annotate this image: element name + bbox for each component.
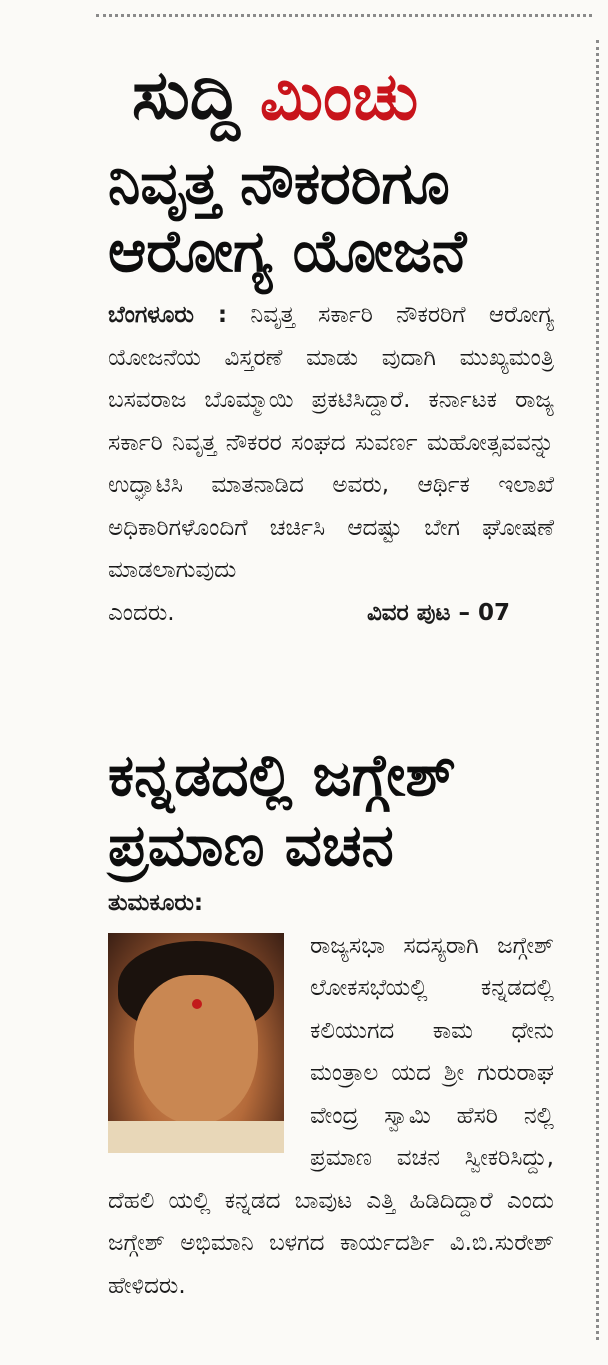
story2-dateline: ತುಮಕೂರು:: [108, 890, 204, 916]
story1-headline-line2: ಆರೋಗ್ಯ ಯೋಜನೆ: [108, 217, 467, 285]
story1-headline-line1: ನಿವೃತ್ತ ನೌಕರರಿಗೂ: [108, 149, 450, 217]
story2-headline-line1: ಕನ್ನಡದಲ್ಲಿ ಜಗ್ಗೇಶ್: [108, 741, 456, 809]
story1-last-word: ಎಂದರು.: [108, 599, 175, 626]
story2-text: ರಾಜ್ಯಸಭಾ ಸದಸ್ಯರಾಗಿ ಜಗ್ಗೇಶ್ ಲೋಕಸಭೆಯಲ್ಲಿ ಕನ್ನಡದಲ್ಲಿ ಕಲಿಯುಗದ ಕಾಮ ಧೇನು ಮಂತ್ರಾಲ ಯದ ಶ್ರೀ ಗುರುರಾಘ ವೇಂದ್ರ ಸ್ವಾಮಿ ಹೆಸರಿ ನಲ್ಲಿ ಪ್ರಮಾಣ ವಚನ ಸ್ವೀಕರಿಸಿದ್ದು, ದೆಹಲಿ ಯಲ್ಲಿ ಕನ್ನಡದ ಬಾವುಟ ಎತ್ತಿ ಹಿಡಿದಿದ್ದಾರೆ ಎಂದು ಜಗ್ಗೇಶ್ ಅಭಿಮಾನಿ ಬಳಗದ ಕಾರ್ಯದರ್ಶಿ ವಿ.ಬಿ.ಸುರೇಶ್ ಹೇಳಿದರು.: [108, 932, 554, 1299]
story1-dateline: ಬೆಂಗಳೂರು :: [108, 302, 228, 328]
top-dotted-rule: [96, 14, 592, 17]
jaggesh-portrait-photo: [108, 933, 284, 1153]
masthead-part1: ಸುದ್ದಿ: [132, 56, 240, 135]
story1-body: [108, 294, 554, 634]
masthead-part2: ಮಿಂಚು: [259, 58, 419, 135]
story1-page-ref[interactable]: ವಿವರ ಪುಟ – 07: [366, 599, 510, 626]
story1-ref-line: [108, 592, 554, 635]
masthead: [132, 40, 419, 135]
story2-body: [108, 882, 554, 1307]
story2-headline-line2: ಪ್ರಮಾಣ ವಚನ: [108, 811, 394, 879]
story1-text: ನಿವೃತ್ತ ಸರ್ಕಾರಿ ನೌಕರರಿಗೆ ಆರೋಗ್ಯ ಯೋಜನೆಯ ವಿಸ್ತರಣೆ ಮಾಡು ವುದಾಗಿ ಮುಖ್ಯಮಂತ್ರಿ ಬಸವರಾಜ ಬೊಮ್ಮಾಯಿ ಪ್ರಕಟಿಸಿದ್ದಾರೆ. ಕರ್ನಾಟಕ ರಾಜ್ಯ ಸರ್ಕಾರಿ ನಿವೃತ್ತ ನೌಕರರ ಸಂಘದ ಸುವರ್ಣ ಮಹೋತ್ಸವವನ್ನು ಉದ್ಘಾಟಿಸಿ ಮಾತನಾಡಿದ ಅವರು, ಆರ್ಥಿಕ ಇಲಾಖೆ ಅಧಿಕಾರಿಗಳೊಂದಿಗೆ ಚರ್ಚಿಸಿ ಆದಷ್ಟು ಬೇಗ ಘೋಷಣೆ ಮಾಡಲಾಗುವುದು: [108, 302, 554, 583]
right-dotted-rule: [596, 40, 599, 1340]
